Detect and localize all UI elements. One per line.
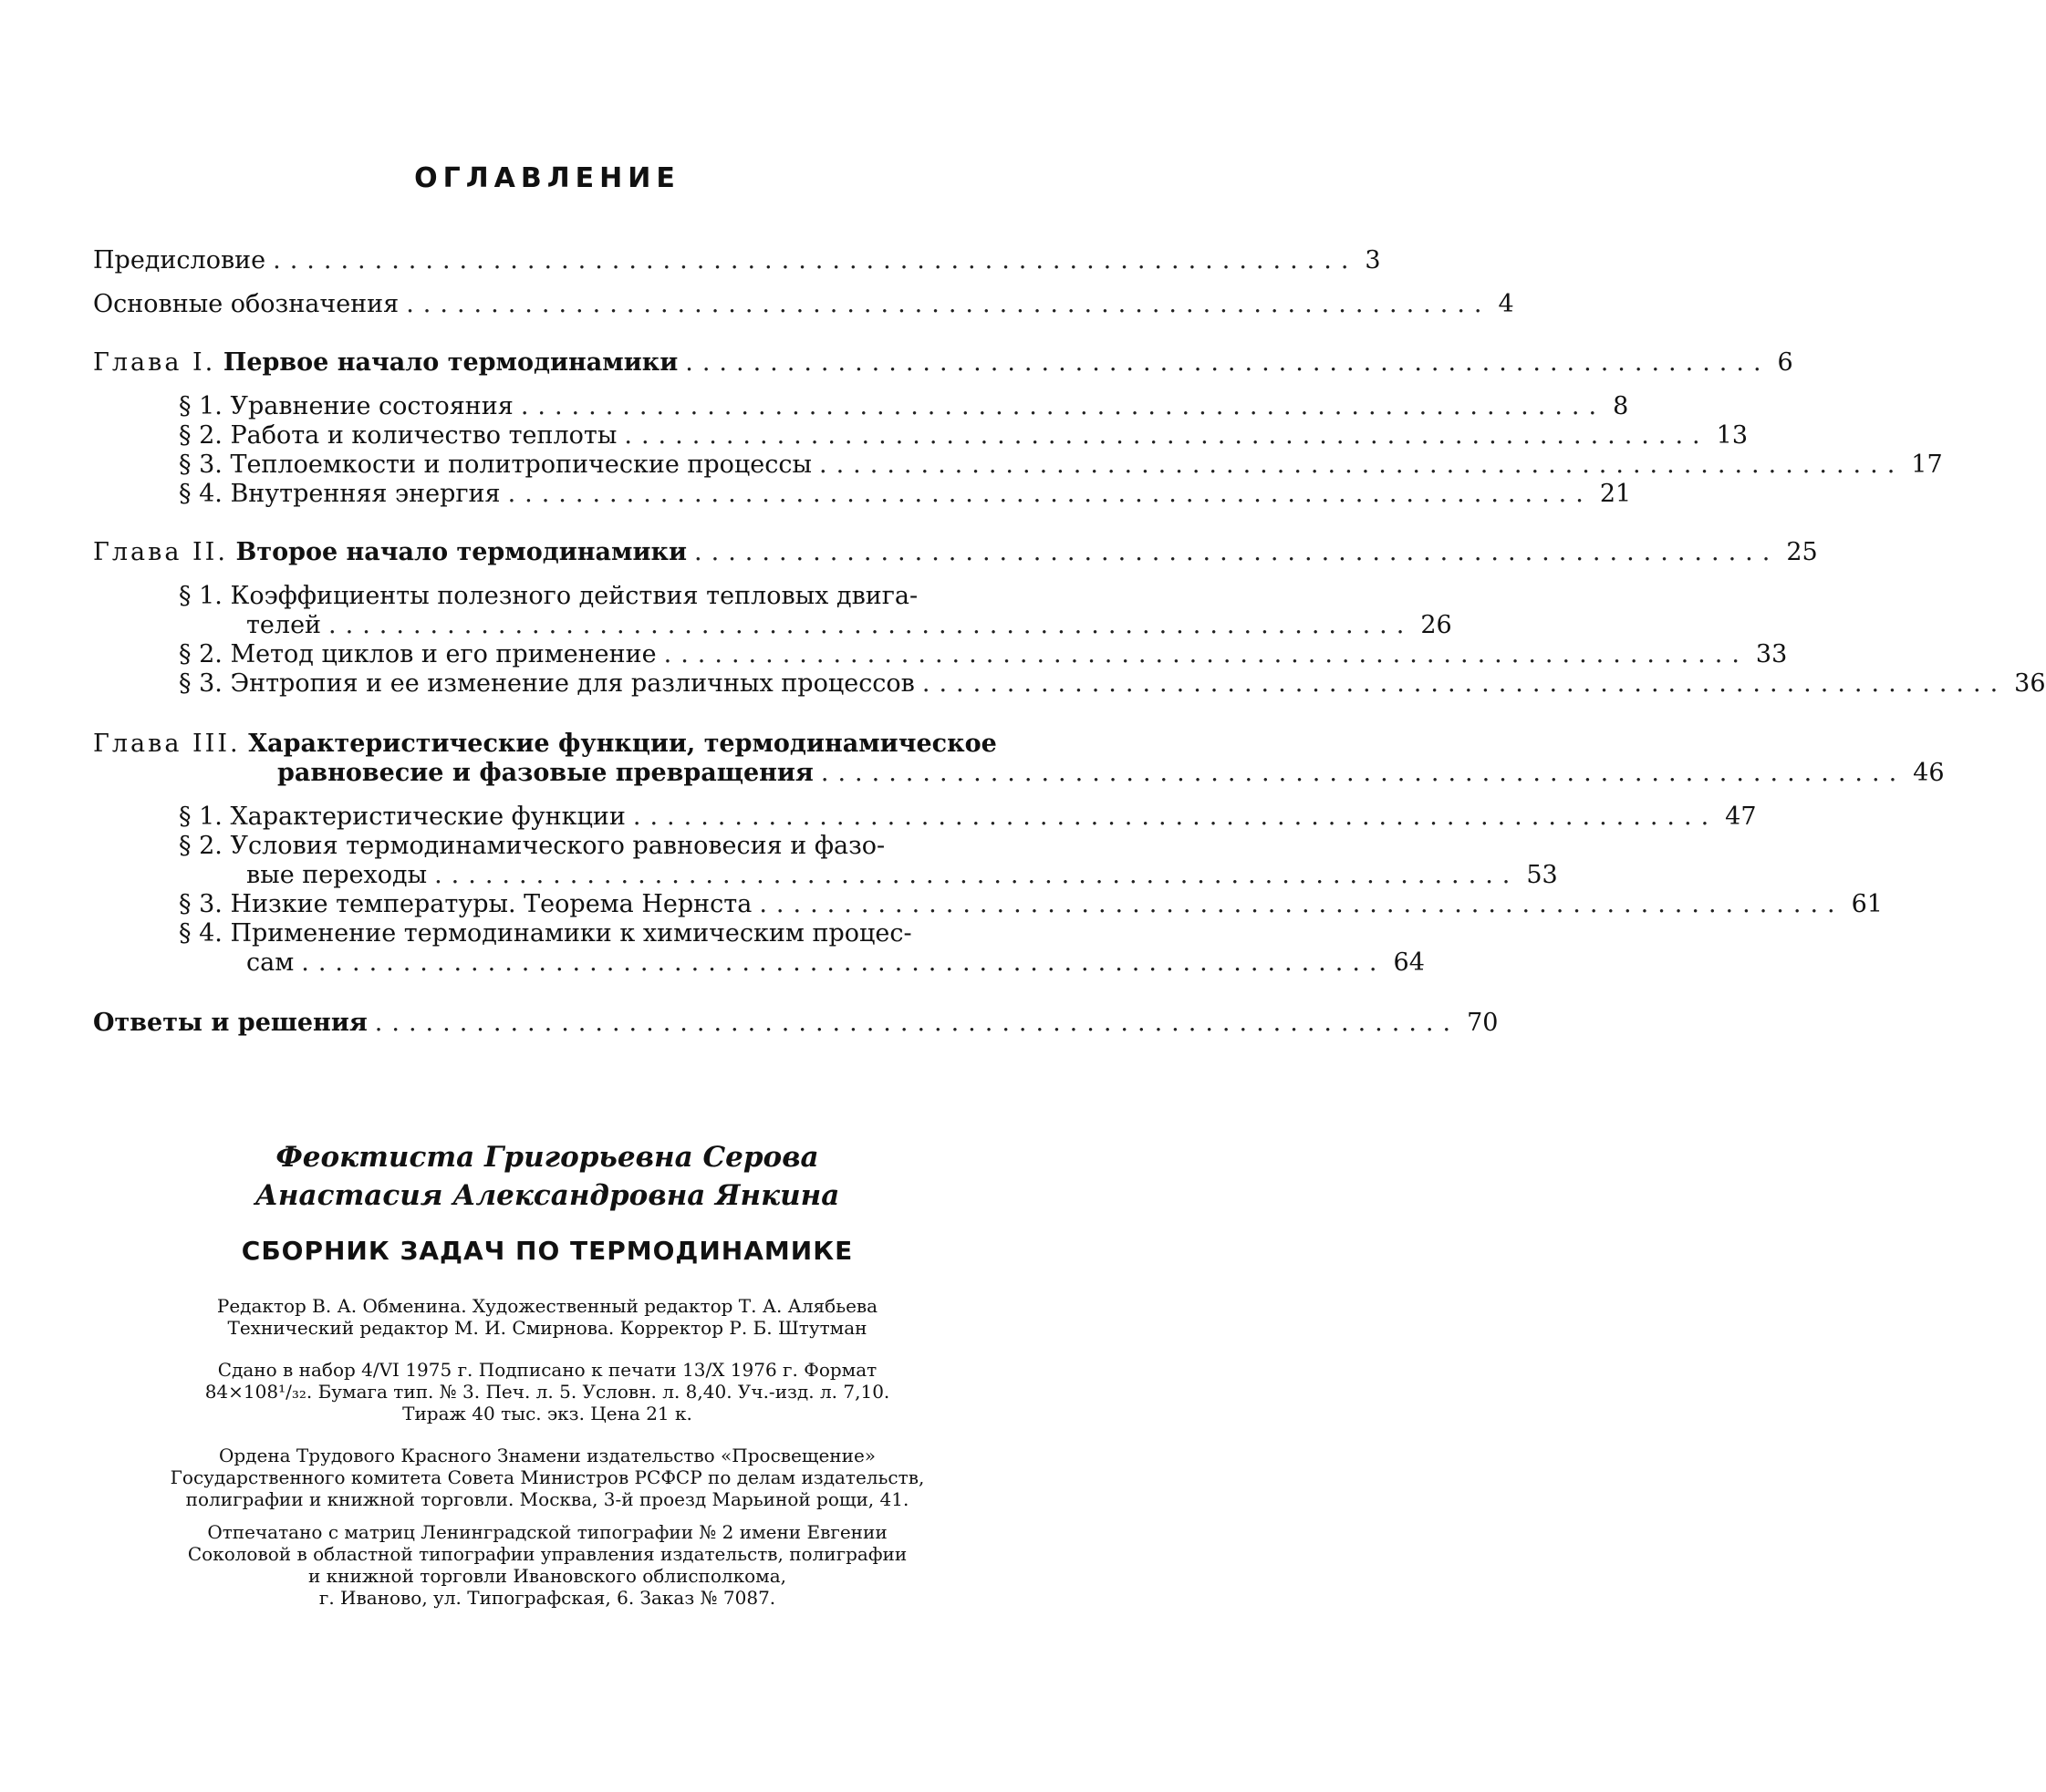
toc-section: § 1. Уравнение состояния ................................................................ 8 — [179, 392, 1629, 420]
section-text: Внутренняя энергия — [230, 480, 501, 508]
imprint-line: полиграфии и книжной торговли. Москва, 3-й проезд Марьиной рощи, 41. — [185, 1488, 909, 1510]
toc-section: § 3. Теплоемкости и политропические процессы ................................................................ 17 — [179, 451, 1943, 479]
toc-page-number: 33 — [1755, 640, 1788, 668]
toc-section-first-line — [179, 919, 912, 948]
toc-section: § 3. Низкие температуры. Теорема Нернста ................................................................ 61 — [179, 890, 1883, 918]
section-text-cont: вые переходы — [246, 861, 428, 889]
toc-page-number: 21 — [1599, 480, 1632, 508]
toc-page-number: 8 — [1613, 392, 1629, 420]
section-number: § 1. — [179, 803, 223, 831]
chapter-title: Характеристические функции, термодинамическое — [248, 730, 997, 758]
toc-section: вые переходы ................................................................ 53 — [246, 861, 1558, 889]
toc-entry-preface: Предисловие ................................................................ 3 — [93, 246, 1381, 274]
chapter-title: Первое начало термодинамики — [223, 348, 679, 377]
section-text: Метод циклов и его применение — [230, 640, 657, 668]
imprint-line: и книжной торговли Ивановского облисполкома, — [307, 1565, 787, 1587]
chapter-label: Глава I. — [93, 348, 216, 377]
toc-page-number: 61 — [1851, 890, 1883, 918]
section-text: Работа и количество теплоты — [230, 421, 618, 450]
section-text: Уравнение состояния — [230, 392, 514, 420]
toc-chapter-1: Глава I. Первое начало термодинамики ................................................................ 6 — [93, 348, 1793, 377]
section-number: § 4. — [179, 919, 223, 948]
toc-section: § 2. Работа и количество теплоты ................................................................ 13 — [179, 421, 1748, 450]
toc-entry-text: Предисловие — [93, 246, 266, 274]
toc-section-first-line — [179, 832, 885, 861]
toc-page-number: 70 — [1467, 1009, 1499, 1037]
toc-section-first-line — [179, 582, 918, 611]
section-number: § 3. — [179, 451, 223, 479]
imprint-line: Соколовой в областной типографии управления издательств, полиграфии — [187, 1543, 908, 1565]
toc-page-number: 53 — [1526, 861, 1558, 889]
toc-chapter-3: равновесие и фазовые превращения ................................................................ 46 — [277, 759, 1945, 787]
toc-page-number: 6 — [1777, 348, 1793, 377]
section-number: § 2. — [179, 421, 223, 450]
book-title: СБОРНИК ЗАДАЧ ПО ТЕРМОДИНАМИКЕ — [241, 1236, 854, 1266]
toc-section: § 2. Метод циклов и его применение ................................................................ 33 — [179, 640, 1788, 668]
toc-chapter-3-first-line — [93, 730, 997, 759]
section-text: Применение термодинамики к химическим процес- — [230, 919, 912, 948]
imprint-line: Тираж 40 тыс. экз. Цена 21 к. — [402, 1403, 692, 1424]
toc-entry-text: Ответы и решения — [93, 1009, 368, 1037]
toc-entry-text: Основные обозначения — [93, 290, 400, 318]
section-number: § 2. — [179, 640, 223, 668]
imprint-line: Ордена Трудового Красного Знамени издательство «Просвещение» — [218, 1445, 877, 1466]
chapter-label: Глава II. — [93, 538, 228, 566]
imprint-line: Сдано в набор 4/VI 1975 г. Подписано к печати 13/X 1976 г. Формат — [217, 1359, 878, 1381]
imprint-printer — [73, 1521, 1022, 1609]
imprint-line: г. Иваново, ул. Типографская, 6. Заказ № 7087. — [318, 1587, 776, 1609]
section-number: § 2. — [179, 832, 223, 860]
section-text: Характеристические функции — [230, 803, 626, 831]
toc-page-number: 64 — [1393, 948, 1425, 977]
section-number: § 3. — [179, 669, 223, 698]
imprint-publisher — [73, 1445, 1022, 1510]
section-text: Условия термодинамического равновесия и фазо- — [230, 832, 886, 860]
author-2: Анастасия Александровна Янкина — [254, 1179, 840, 1212]
chapter-title-cont: равновесие и фазовые превращения — [277, 759, 814, 787]
section-text: Коэффициенты полезного действия тепловых двига- — [230, 582, 919, 610]
toc-section: § 1. Характеристические функции ................................................................ 47 — [179, 803, 1757, 831]
chapter-label: Глава III. — [93, 730, 241, 758]
toc-page-number: 13 — [1716, 421, 1748, 450]
toc-chapter-2: Глава II. Второе начало термодинамики ................................................................ 25 — [93, 538, 1818, 566]
toc-page-number: 3 — [1365, 246, 1381, 274]
section-text-cont: сам — [246, 948, 295, 977]
toc-entry-notation: Основные обозначения ................................................................ 4 — [93, 290, 1514, 318]
section-number: § 4. — [179, 480, 223, 508]
toc-page-number: 25 — [1786, 538, 1818, 566]
section-text: Теплоемкости и политропические процессы — [230, 451, 813, 479]
toc-page-number: 47 — [1725, 803, 1757, 831]
imprint-editors — [73, 1295, 1022, 1339]
author-1: Феоктиста Григорьевна Серова — [275, 1141, 819, 1174]
section-number: § 1. — [179, 392, 223, 420]
toc-page-number: 46 — [1913, 759, 1945, 787]
toc-page-number: 26 — [1420, 611, 1452, 639]
chapter-title: Второе начало термодинамики — [235, 538, 688, 566]
toc-section: § 3. Энтропия и ее изменение для различных процессов ................................................................ 36 — [179, 669, 2046, 698]
section-number: § 1. — [179, 582, 223, 610]
imprint-line: Государственного комитета Совета Министров РСФСР по делам издательств, — [170, 1466, 925, 1488]
imprint-line: Отпечатано с матриц Ленинградской типографии № 2 имени Евгении — [207, 1521, 888, 1543]
toc-page-number: 4 — [1498, 290, 1514, 318]
toc-page-number: 36 — [2014, 669, 2046, 698]
imprint-line: 84×108¹/₃₂. Бумага тип. № 3. Печ. л. 5. Условн. л. 8,40. Уч.-изд. л. 7,10. — [204, 1381, 890, 1403]
section-text-cont: телей — [246, 611, 322, 639]
section-text: Энтропия и ее изменение для различных процессов — [230, 669, 915, 698]
imprint-line: Редактор В. А. Обменина. Художественный редактор Т. А. Алябьева — [216, 1295, 878, 1317]
toc-section: телей ................................................................ 26 — [246, 611, 1452, 639]
toc-section: сам ................................................................ 64 — [246, 948, 1425, 977]
toc-entry-answers: Ответы и решения ................................................................ 70 — [93, 1009, 1499, 1037]
imprint-line: Технический редактор М. И. Смирнова. Корректор Р. Б. Штутман — [227, 1317, 867, 1339]
section-text: Низкие температуры. Теорема Нернста — [230, 890, 753, 918]
toc-section: § 4. Внутренняя энергия ................................................................ 21 — [179, 480, 1632, 508]
toc-page-number: 17 — [1911, 451, 1943, 479]
imprint-print — [73, 1359, 1022, 1424]
toc-title: ОГЛАВЛЕНИЕ — [414, 162, 680, 194]
section-number: § 3. — [179, 890, 223, 918]
